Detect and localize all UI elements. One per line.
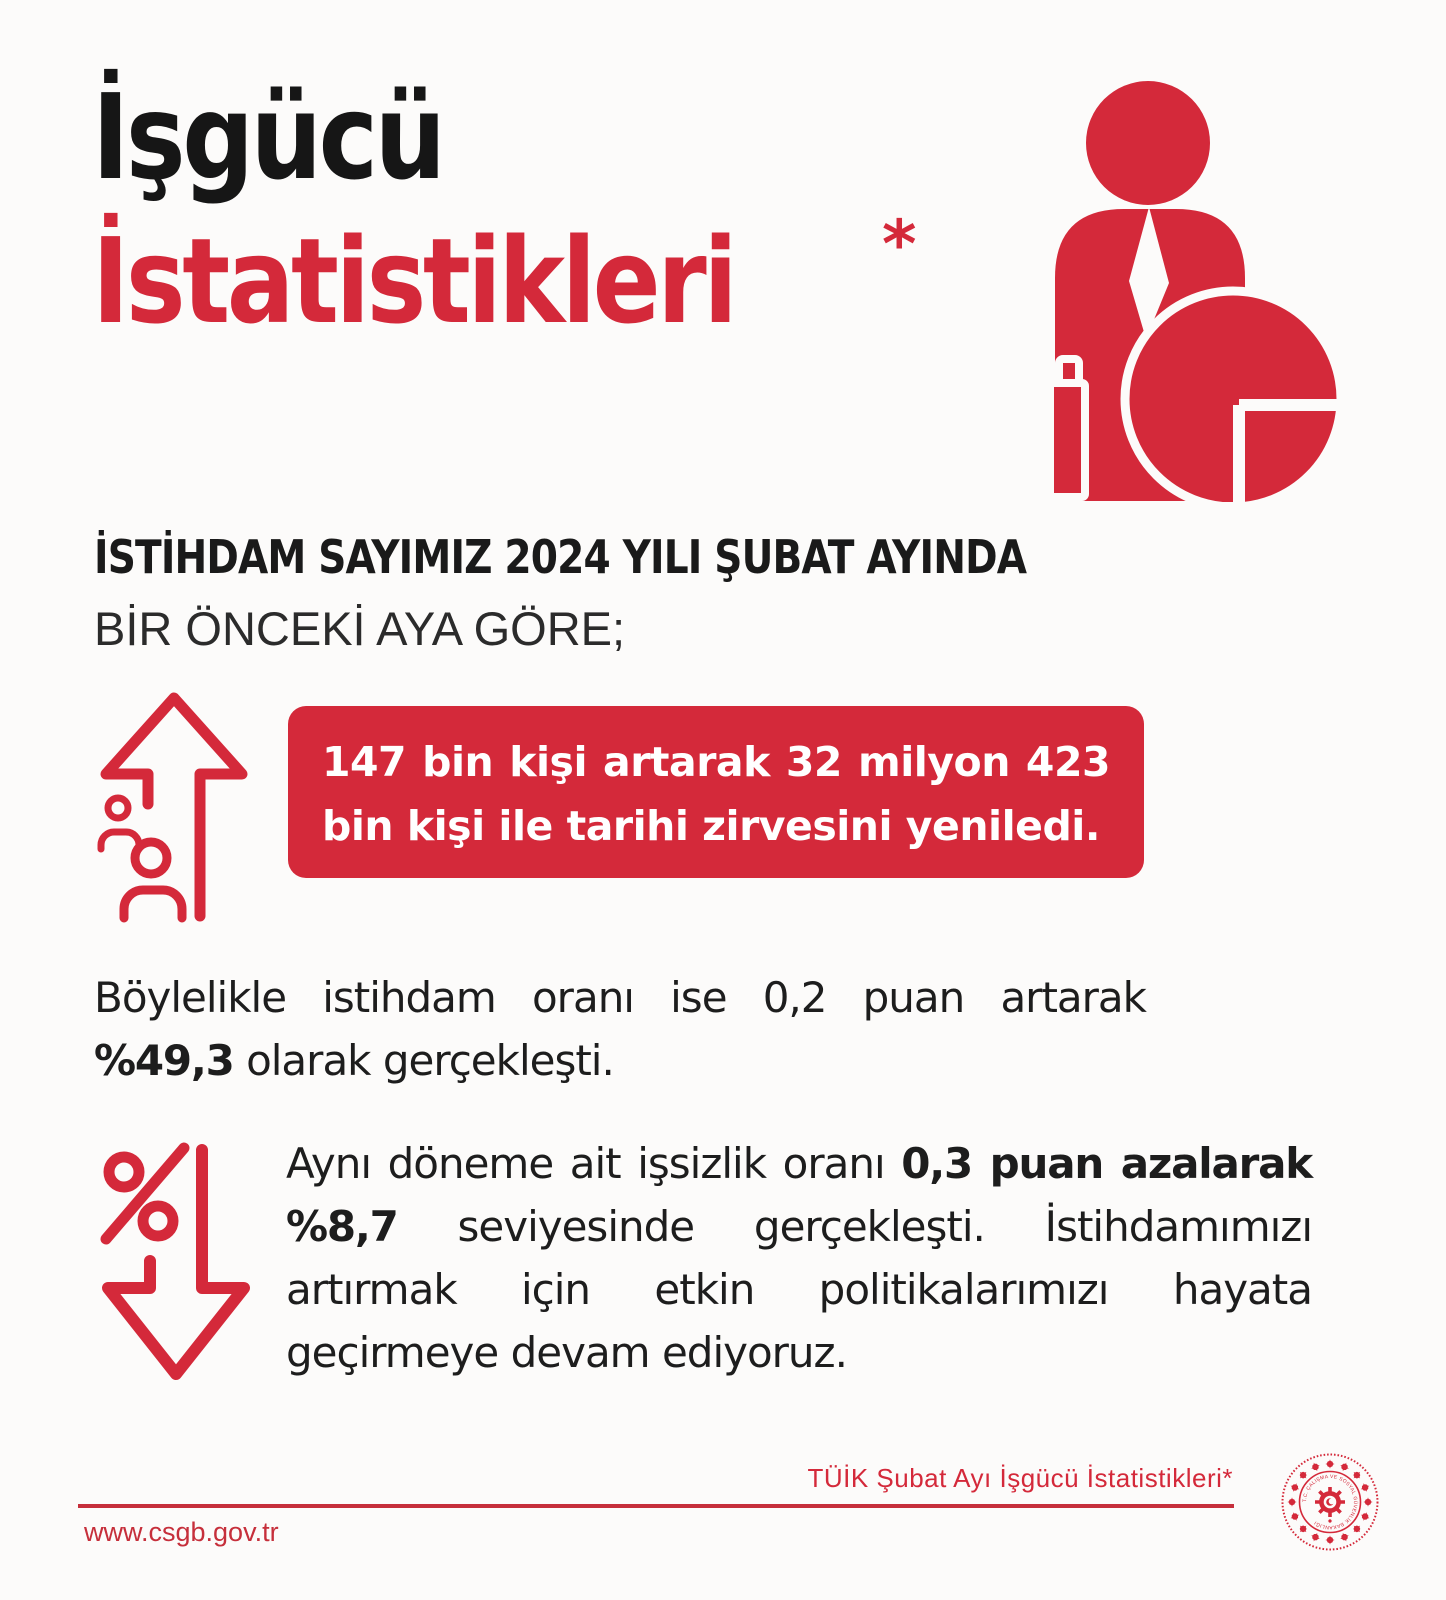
highlight-text: 147 bin kişi artarak 32 milyon 423 bin kişi ile tarihi zirvesini yeniledi.	[322, 738, 1110, 850]
person-with-pie-chart-icon	[1028, 80, 1350, 502]
gear-icon	[1315, 1487, 1345, 1517]
text-segment: olarak gerçekleşti.	[233, 1036, 614, 1085]
ministry-seal-logo	[1280, 1452, 1380, 1552]
title-asterisk: *	[882, 206, 917, 283]
heading-line-1: İSTİHDAM SAYIMIZ 2024 YILI ŞUBAT AYINDA	[94, 530, 1027, 584]
text-segment: Böylelikle istihdam oranı ise 0,2 puan artarak	[94, 973, 1146, 1022]
employment-rate-paragraph	[94, 966, 1146, 1092]
percent-down-arrow-icon	[94, 1136, 254, 1386]
employment-highlight-box	[288, 706, 1144, 878]
heading-line-2: BİR ÖNCEKİ AYA GÖRE;	[94, 602, 626, 655]
bold-text-segment: %49,3	[94, 1036, 234, 1085]
seal-text: T.C. ÇALIŞMA VE SOSYAL GÜVENLİK BAKANLIĞI	[1301, 1473, 1359, 1531]
title-line-1: İşgücü	[92, 68, 443, 206]
footer-divider-line	[78, 1504, 1234, 1508]
people-up-arrow-icon	[94, 686, 254, 926]
bold-text-segment: 0,3 puan azalarak %8,7	[286, 1139, 1312, 1251]
section-heading	[94, 530, 1191, 656]
source-note: TÜİK Şubat Ayı İşgücü İstatistikleri*	[807, 1463, 1233, 1493]
title-line-2: İstatistikleri	[92, 211, 735, 350]
website-url: www.csgb.gov.tr	[84, 1517, 279, 1547]
page-title	[92, 66, 848, 354]
text-segment: Aynı döneme ait işsizlik oranı	[286, 1139, 902, 1188]
text-segment: seviyesinde gerçekleşti. İstihdamımızı artırmak için etkin politikalarımızı hayata geçirmeye devam ediyoruz.	[286, 1202, 1312, 1377]
unemployment-paragraph	[286, 1132, 1312, 1384]
